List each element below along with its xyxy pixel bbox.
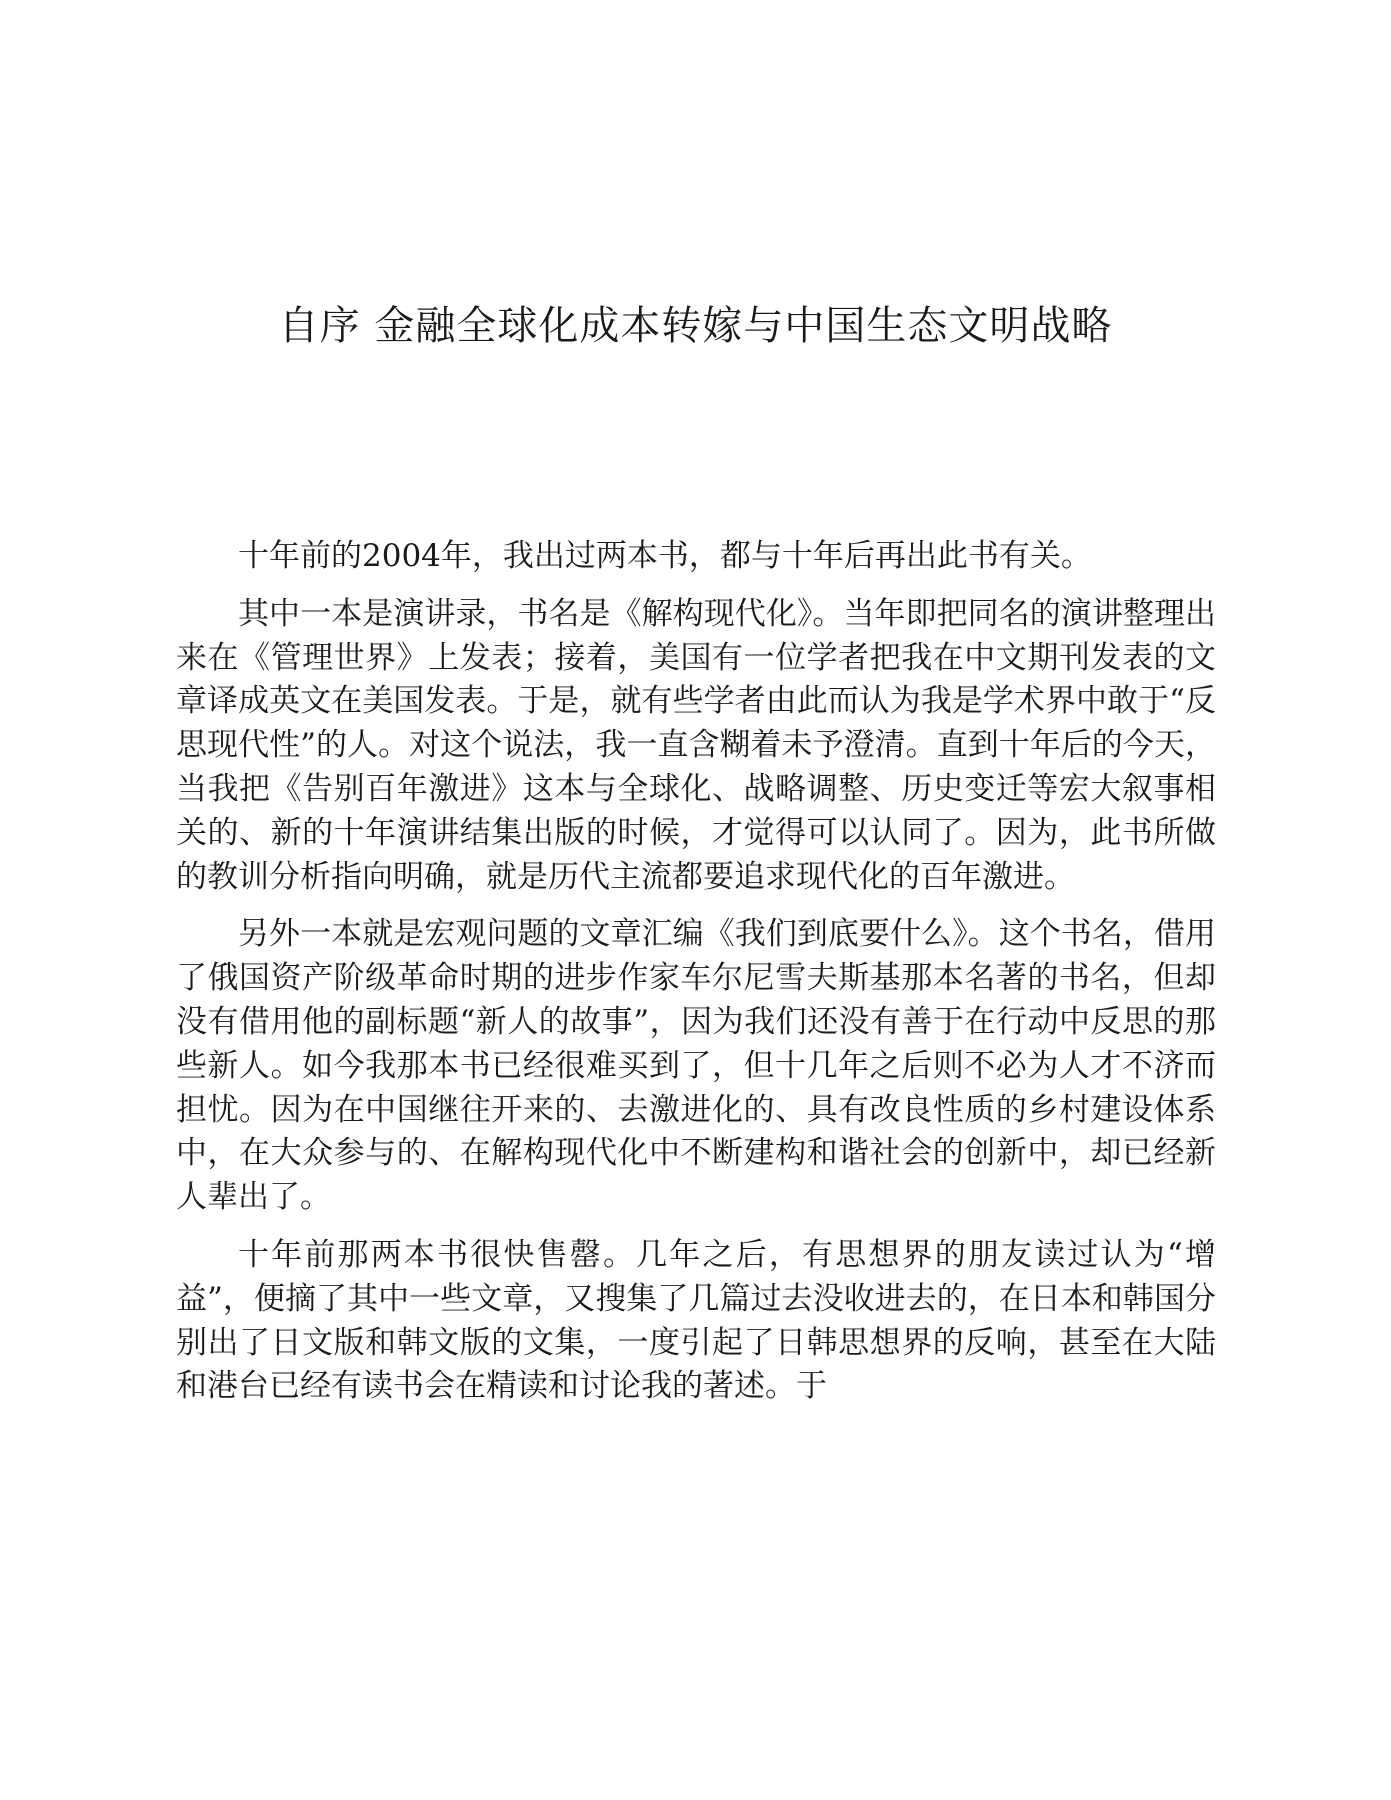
chapter-title: 自序 金融全球化成本转嫁与中国生态文明战略	[278, 303, 1113, 349]
paragraph: 十年前那两本书很快售罄。几年之后，有思想界的朋友读过认为“增益”，便摘了其中一些文章，又搜集了几篇过去没收进去的，在日本和韩国分别出了日文版和韩文版的文集，一度引起了日韩思想界的反响，甚至在大陆和港台已经有读书会在精读和讨论我的著述。于	[176, 1236, 1216, 1405]
body-text	[176, 535, 1216, 1423]
paragraph: 其中一本是演讲录，书名是《解构现代化》。当年即把同名的演讲整理出来在《管理世界》上发表；接着，美国有一位学者把我在中文期刊发表的文章译成英文在美国发表。于是，就有些学者由此而认为我是学术界中敢于“反思现代性”的人。对这个说法，我一直含糊着未予澄清。直到十年后的今天，当我把《告别百年激进》这本与全球化、战略调整、历史变迁等宏大叙事相关的、新的十年演讲结集出版的时候，才觉得可以认同了。因为，此书所做的教训分析指向明确，就是历代主流都要追求现代化的百年激进。	[176, 595, 1216, 895]
paragraph: 另外一本就是宏观问题的文章汇编《我们到底要什么》。这个书名，借用了俄国资产阶级革命时期的进步作家车尔尼雪夫斯基那本名著的书名，但却没有借用他的副标题“新人的故事”，因为我们还没有善于在行动中反思的那些新人。如今我那本书已经很难买到了，但十几年之后则不必为人才不济而担忧。因为在中国继往开来的、去激进化的、具有改良性质的乡村建设体系中，在大众参与的、在解构现代化中不断建构和谐社会的创新中，却已经新人辈出了。	[176, 916, 1216, 1216]
paragraph: 十年前的2004年，我出过两本书，都与十年后再出此书有关。	[238, 538, 1092, 574]
